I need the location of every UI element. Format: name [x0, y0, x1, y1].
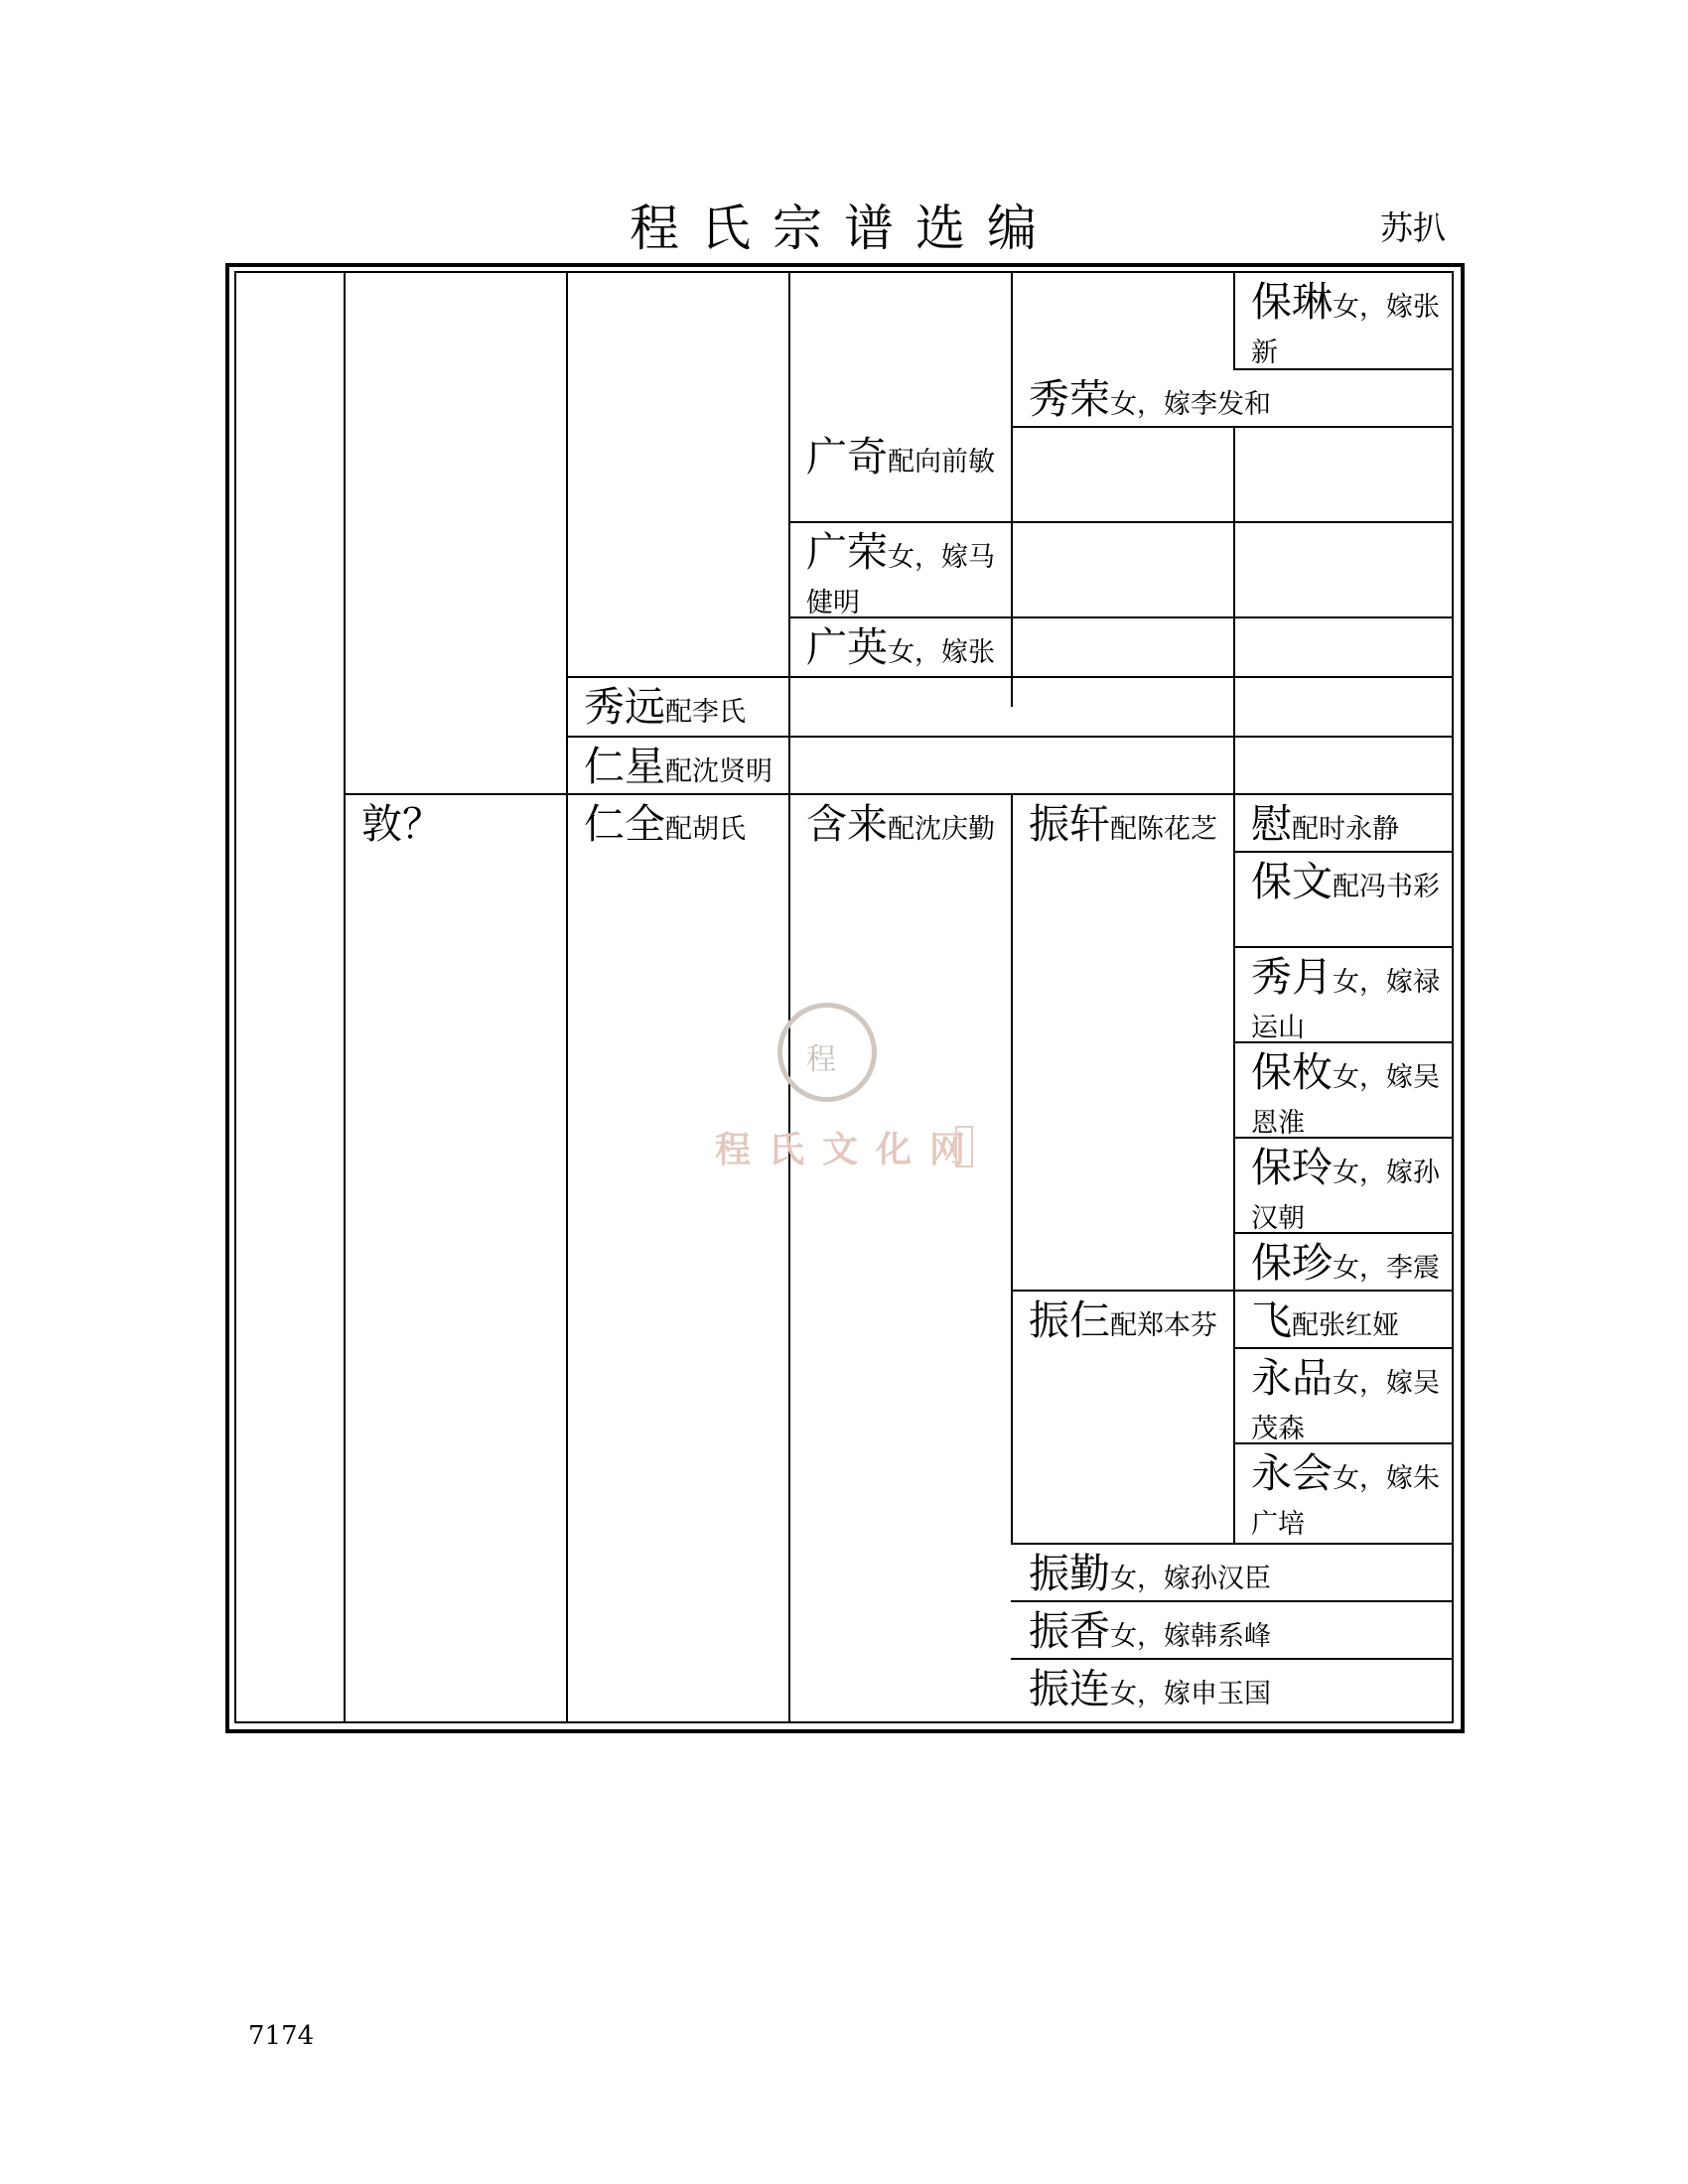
entry-cell — [790, 795, 1003, 854]
person-note: 配向前敏 — [888, 447, 995, 478]
entry-cell — [1235, 948, 1448, 1052]
person-note: 女，嫁孙汉朝 — [1251, 1158, 1440, 1234]
entry-cell — [1013, 1602, 1440, 1661]
person-name: 振连 — [1029, 1665, 1110, 1712]
person-name: 振勤 — [1029, 1550, 1110, 1597]
entry-cell — [1235, 1349, 1448, 1453]
person-name: 秀荣 — [1029, 375, 1110, 423]
entry-cell — [1235, 1139, 1448, 1243]
person-note: 女，嫁吴恩淮 — [1251, 1062, 1440, 1139]
page-number: 7174 — [248, 2021, 315, 2051]
entry-cell — [346, 795, 558, 854]
entry-cell — [1235, 1234, 1448, 1293]
page-title: 程氏宗谱选编 — [630, 200, 1058, 257]
entry-cell — [1013, 1292, 1225, 1350]
person-note: 配张红娅 — [1292, 1310, 1399, 1341]
person-name: 含来 — [806, 800, 888, 848]
person-note: 女，嫁朱广培 — [1251, 1463, 1440, 1540]
person-note: 女，嫁李发和 — [1110, 389, 1271, 420]
entry-cell — [568, 795, 780, 854]
person-name: 永品 — [1251, 1354, 1333, 1402]
entry-cell — [1013, 370, 1440, 429]
entry-cell — [1235, 1292, 1448, 1350]
column-divider — [1233, 426, 1235, 793]
entry-cell — [790, 523, 1003, 627]
entry-cell — [1235, 795, 1448, 854]
entry-cell — [1013, 1660, 1440, 1718]
person-note: 配冯书彩 — [1333, 872, 1440, 902]
person-note: 女，嫁禄运山 — [1251, 967, 1440, 1043]
person-note: 配沈庆勤 — [888, 814, 995, 845]
entry-cell — [1013, 795, 1225, 854]
person-name: 广英 — [806, 623, 888, 671]
entry-cell — [568, 678, 995, 737]
watermark-text: 程氏文化网 — [715, 1129, 984, 1170]
person-note: 配李氏 — [665, 697, 746, 728]
entry-cell — [568, 738, 995, 796]
person-name: 保玲 — [1251, 1144, 1333, 1191]
person-name: 广荣 — [806, 528, 888, 576]
person-note: 女，嫁孙汉臣 — [1110, 1564, 1271, 1594]
person-note: 女，李震 — [1333, 1253, 1440, 1284]
person-name: 保枚 — [1251, 1048, 1333, 1096]
entry-cell — [790, 618, 1003, 677]
person-note: 配胡氏 — [665, 814, 746, 845]
person-name: 仁星 — [584, 743, 665, 790]
entry-cell — [1013, 1545, 1440, 1603]
entry-cell — [790, 428, 1003, 486]
person-name: 广奇 — [806, 433, 888, 480]
person-name: 敦？ — [361, 800, 443, 848]
person-note: 女，嫁马健明 — [806, 542, 995, 618]
person-note: 女，嫁张 — [888, 637, 995, 668]
entry-cell — [1235, 853, 1448, 911]
column-divider — [1011, 271, 1013, 707]
person-note: 女，嫁韩系峰 — [1110, 1621, 1271, 1652]
column-divider — [788, 271, 790, 1723]
person-note: 女，嫁张新 — [1251, 292, 1440, 368]
person-name: 振仨 — [1029, 1297, 1110, 1344]
person-name: 秀月 — [1251, 953, 1333, 1001]
person-name: 仁全 — [584, 800, 665, 848]
entry-cell — [1235, 1444, 1448, 1549]
person-note: 配陈花芝 — [1110, 814, 1217, 845]
entry-cell — [1235, 1043, 1448, 1148]
column-divider — [566, 271, 568, 1723]
person-note: 配时永静 — [1292, 814, 1399, 845]
person-note: 女，嫁吴茂森 — [1251, 1368, 1440, 1444]
person-name: 飞 — [1251, 1297, 1292, 1344]
person-name: 慰 — [1251, 800, 1292, 848]
person-name: 保琳 — [1251, 278, 1333, 326]
watermark-stamp-icon — [955, 1126, 973, 1167]
region-label: 苏扒 — [1380, 208, 1446, 247]
person-name: 保珍 — [1251, 1239, 1333, 1287]
person-name: 秀远 — [584, 683, 665, 731]
entry-cell — [1235, 273, 1448, 377]
person-note: 配沈贤明 — [665, 756, 773, 787]
watermark-seal-text: 程 — [806, 1042, 836, 1077]
person-name: 保文 — [1251, 858, 1333, 905]
person-name: 振香 — [1029, 1607, 1110, 1655]
column-divider — [1011, 795, 1013, 1545]
person-note: 配郑本芬 — [1110, 1310, 1217, 1341]
person-name: 永会 — [1251, 1449, 1333, 1497]
person-note: 女，嫁申玉国 — [1110, 1679, 1271, 1709]
column-divider — [344, 271, 346, 1723]
person-name: 振轩 — [1029, 800, 1110, 848]
